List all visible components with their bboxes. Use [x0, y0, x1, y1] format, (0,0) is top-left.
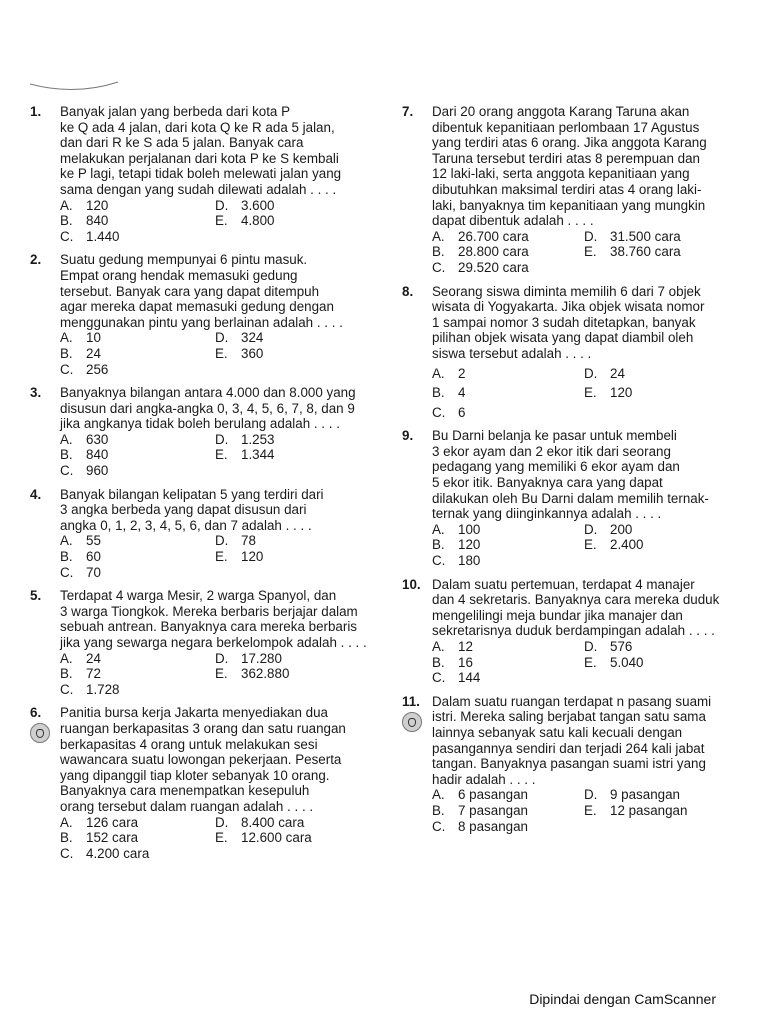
option-b: B. 72 — [60, 666, 101, 682]
option-b: B. 152 cara — [60, 830, 139, 846]
option-a: A. 24 — [60, 650, 101, 666]
question-number: 1. — [30, 104, 42, 119]
option-d: D. 576 — [584, 639, 633, 654]
question-6 — [30, 705, 385, 861]
option-e: E. 2.400 — [584, 537, 644, 553]
question-number: 2. — [30, 252, 42, 268]
question-3 — [30, 385, 385, 479]
option-d: D. 78 — [215, 533, 256, 549]
scanner-footer: Dipindai dengan CamScanner — [529, 991, 716, 1007]
option-d: D. 8.400 cara — [215, 814, 305, 830]
option-b: B. 840 — [60, 213, 109, 229]
question-10 — [402, 577, 747, 686]
option-d: D. 200 — [584, 521, 633, 537]
question-text: Dalam suatu ruangan terdapat n pasang suami istri. Mereka saling berjabat tangan satu sama lainnya sebanyak satu kali kecuali dengan pasangannya sendiri dan terjadi 264 kali jabat tangan. Banyaknya pasangan suami istri yang hadir adalah . . . . — [432, 693, 712, 787]
option-b: B. 24 — [60, 345, 101, 361]
option-e: E. 38.760 cara — [584, 244, 681, 260]
option-b: B. 840 — [60, 447, 109, 463]
option-a: A. 126 cara — [60, 814, 139, 830]
option-d: D. 3.600 — [215, 197, 275, 213]
hots-head-icon — [30, 723, 50, 743]
question-9 — [402, 428, 747, 568]
option-c: C. 6 — [432, 404, 466, 420]
answer-options — [432, 639, 747, 686]
question-11 — [402, 694, 747, 834]
option-e: E. 120 — [215, 549, 264, 565]
question-text: Banyak jalan yang berbeda dari kota P ke Q ada 4 jalan, dari kota Q ke R ada 5 jalan, dan dari R ke S ada 5 jalan. Banyak cara melakukan perjalanan dari kota P ke S kembali ke P lagi, tetapi tidak boleh melewati jalan yang sama dengan yang sudah dilewati adalah . . . . — [60, 104, 342, 197]
option-e: E. 362.880 — [215, 666, 290, 682]
option-c: C. 144 — [432, 670, 481, 686]
question-text: Terdapat 4 warga Mesir, 2 warga Spanyol, dan 3 warga Tiongkok. Mereka berbaris berjajar dalam sebuah antrean. Banyaknya cara mereka berbaris jika yang sewarga negara berkelompok adalah . . . . — [60, 588, 367, 650]
option-a: A. 10 — [60, 330, 101, 346]
question-5 — [30, 588, 385, 697]
right-column — [402, 104, 747, 842]
question-number: 4. — [30, 486, 42, 502]
question-number: 11. — [402, 693, 420, 709]
option-e: E. 360 — [215, 345, 264, 361]
option-e: E. 12 pasangan — [584, 802, 688, 818]
option-b: B. 4 — [432, 385, 466, 401]
answer-options — [432, 366, 747, 421]
question-8 — [402, 284, 747, 421]
option-d: D. 324 — [215, 330, 264, 346]
option-c: C. 1.728 — [60, 681, 120, 697]
option-b: B. 7 pasangan — [432, 802, 528, 818]
option-c: C. 8 pasangan — [432, 818, 528, 834]
answer-options — [432, 787, 747, 834]
question-7 — [402, 104, 747, 276]
hots-head-icon — [402, 712, 422, 732]
option-b: B. 28.800 cara — [432, 244, 529, 260]
option-c: C. 29.520 cara — [432, 259, 529, 275]
question-number: 3. — [30, 385, 42, 401]
option-e: E. 120 — [584, 385, 633, 401]
option-a: A. 55 — [60, 533, 101, 549]
question-number: 5. — [30, 588, 42, 604]
option-c: C. 70 — [60, 564, 101, 580]
question-4 — [30, 487, 385, 581]
answer-options — [60, 533, 385, 580]
question-number: 7. — [402, 104, 414, 119]
option-d: D. 24 — [584, 365, 625, 381]
option-a: A. 12 — [432, 639, 473, 654]
option-a: A. 6 pasangan — [432, 787, 528, 803]
question-number: 8. — [402, 283, 414, 299]
option-d: D. 31.500 cara — [584, 228, 681, 244]
option-b: B. 60 — [60, 549, 101, 565]
option-a: A. 630 — [60, 431, 109, 447]
question-text: Seorang siswa diminta memilih 6 dari 7 objek wisata di Yogyakarta. Jika objek wisata nomor 1 sampai nomor 3 sudah ditetapkan, banyak pilihan objek wisata yang dapat diambil oleh siswa tersebut adalah . . . . — [432, 283, 705, 361]
option-e: E. 4.800 — [215, 213, 275, 229]
question-2 — [30, 252, 385, 377]
answer-options — [60, 198, 385, 245]
option-d: D. 17.280 — [215, 650, 282, 666]
answer-options — [60, 651, 385, 698]
option-a: A. 100 — [432, 521, 481, 537]
option-c: C. 1.440 — [60, 228, 120, 244]
left-column — [30, 104, 385, 869]
option-e: E. 12.600 cara — [215, 830, 312, 846]
option-a: A. 120 — [60, 197, 109, 213]
scan-artifact-curve — [30, 80, 120, 94]
question-text: Banyak bilangan kelipatan 5 yang terdiri dari 3 angka berbeda yang dapat disusun dari angka 0, 1, 2, 3, 4, 5, 6, dan 7 adalah . . . . — [60, 486, 324, 533]
option-e: E. 5.040 — [584, 654, 644, 670]
answer-options — [60, 330, 385, 377]
option-a: A. 2 — [432, 365, 466, 381]
question-text: Dari 20 orang anggota Karang Taruna akan dibentuk kepanitiaan perlombaan 17 Agustus yang terdiri atas 6 orang. Jika anggota Karang Taruna tersebut terdiri atas 8 perempuan dan 12 laki-laki, serta anggota kepanitiaan yang dibutuhkan maksimal terdiri atas 4 orang laki- laki, banyaknya tim kepanitiaan yang mungkin dapat dibentuk adalah . . . . — [432, 104, 707, 229]
option-c: C. 256 — [60, 361, 109, 377]
option-c: C. 960 — [60, 463, 109, 479]
option-d: D. 9 pasangan — [584, 787, 680, 803]
option-c: C. 180 — [432, 553, 481, 569]
question-text: Dalam suatu pertemuan, terdapat 4 manajer dan 4 sekretaris. Banyaknya cara mereka duduk mengelilingi meja bundar jika manajer dan sekretarisnya duduk berdampingan adalah . . . . — [432, 576, 720, 639]
question-text: Panitia bursa kerja Jakarta menyediakan dua ruangan berkapasitas 3 orang dan satu ruangan berkapasitas 4 orang untuk melakukan sesi wawancara suatu lowongan pekerjaan. Peserta yang dipanggil tiap kloter sebanyak 10 orang. Banyaknya cara menempatkan kesepuluh orang tersebut dalam ruangan adalah . . . . — [60, 705, 346, 814]
option-e: E. 1.344 — [215, 447, 275, 463]
option-d: D. 1.253 — [215, 431, 275, 447]
question-text: Banyaknya bilangan antara 4.000 dan 8.000 yang disusun dari angka-angka 0, 3, 4, 5, 6, 7, 8, dan 9 jika angkanya tidak boleh berulang adalah . . . . — [60, 385, 356, 432]
option-c: C. 4.200 cara — [60, 845, 150, 861]
option-a: A. 26.700 cara — [432, 228, 529, 244]
option-b: B. 16 — [432, 654, 473, 670]
answer-options — [432, 522, 747, 569]
question-number: 6. — [30, 705, 42, 721]
question-1 — [30, 104, 385, 244]
question-number: 10. — [402, 576, 421, 592]
question-text: Suatu gedung mempunyai 6 pintu masuk. Empat orang hendak memasuki gedung tersebut. Banyak cara yang dapat ditempuh agar mereka dapat memasuki gedung dengan menggunakan pintu yang berlainan adalah . . . . — [60, 252, 343, 330]
answer-options — [60, 432, 385, 479]
question-text: Bu Darni belanja ke pasar untuk membeli 3 ekor ayam dan 2 ekor itik dari seorang pedagang yang memiliki 6 ekor ayam dan 5 ekor itik. Banyaknya cara yang dapat dilakukan oleh Bu Darni dalam memilih ternak- ternak yang diinginkannya adalah . . . . — [432, 428, 709, 522]
option-b: B. 120 — [432, 537, 481, 553]
answer-options — [60, 815, 385, 862]
question-number: 9. — [402, 428, 414, 444]
answer-options — [432, 229, 747, 276]
